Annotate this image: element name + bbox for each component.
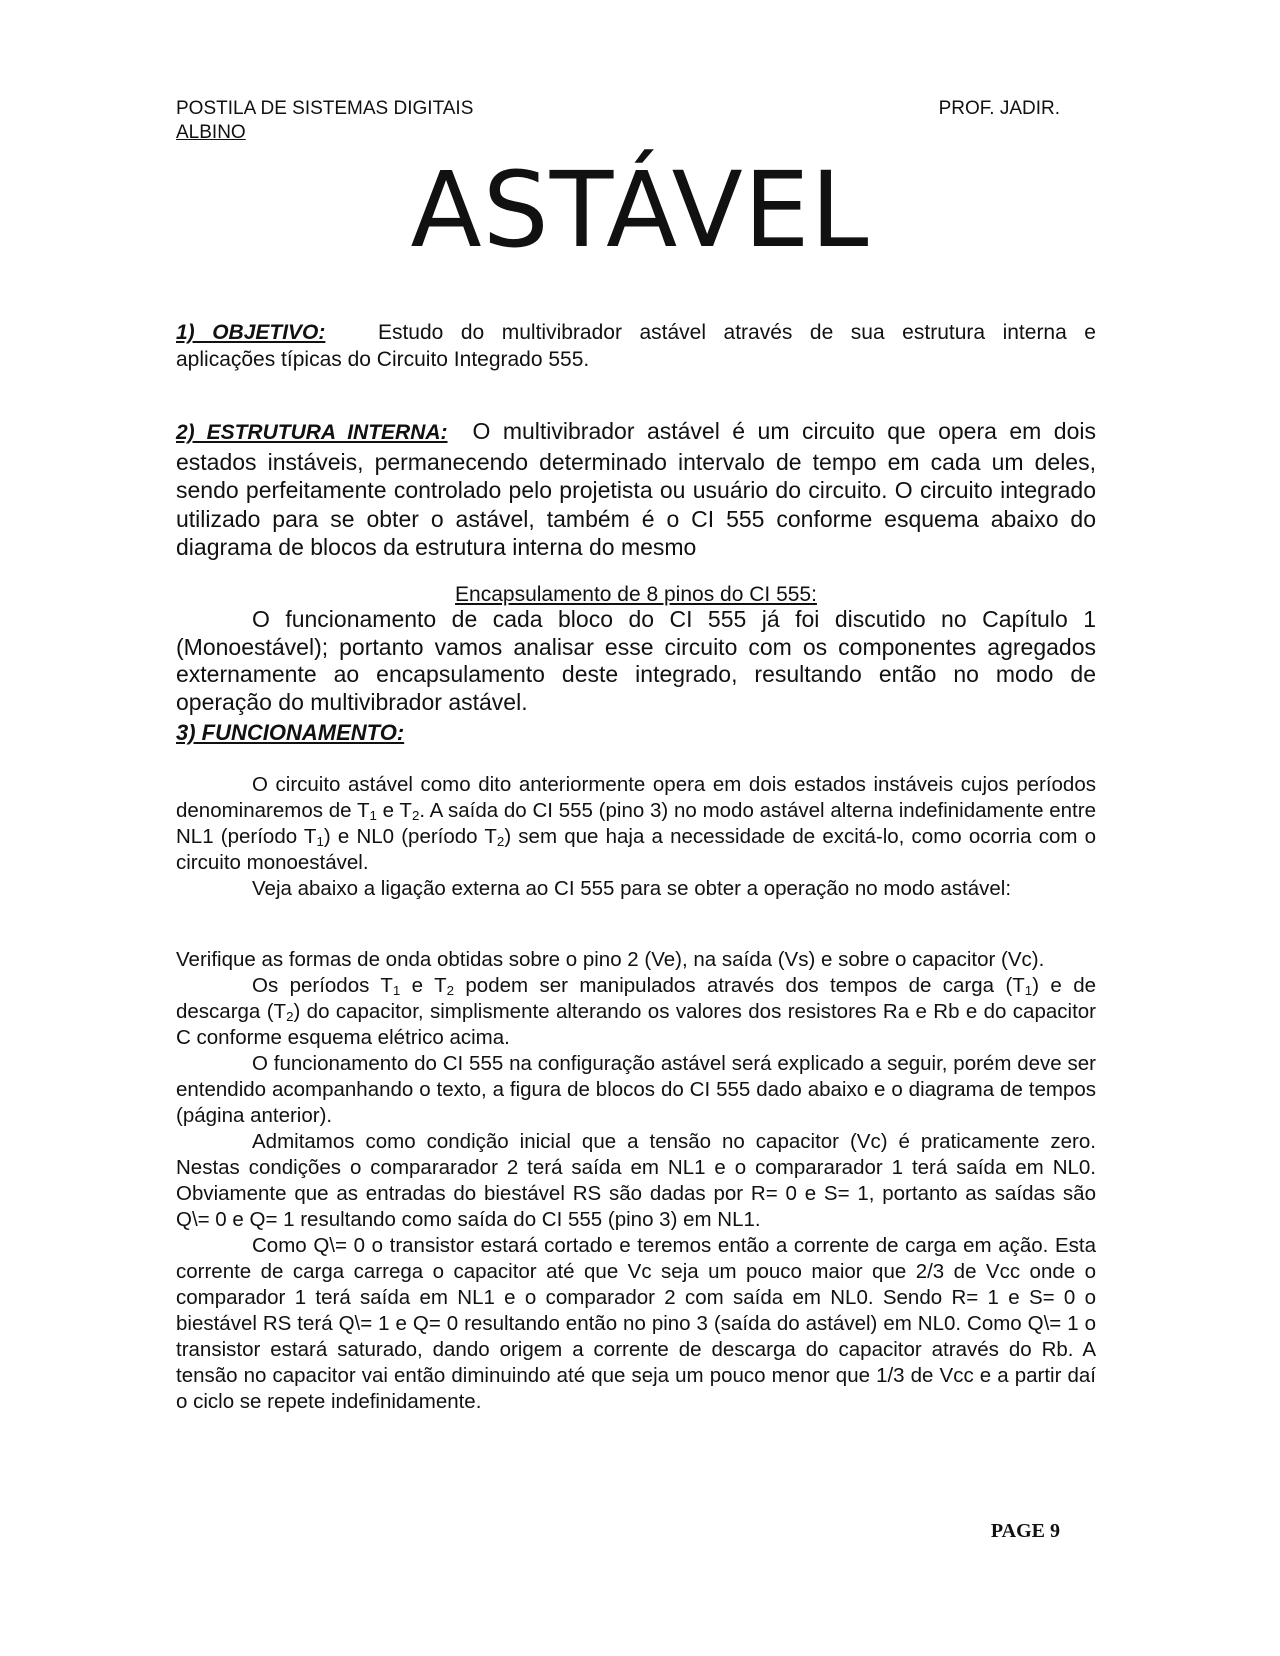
header-second-line: ALBINO bbox=[176, 122, 246, 143]
section-heading-funcionamento: 3) FUNCIONAMENTO: bbox=[176, 720, 405, 745]
section-heading-objetivo: 1) OBJETIVO: bbox=[176, 321, 326, 344]
objetivo-text-line1: Estudo do multivibrador astável através de sua estrutura interna e bbox=[377, 321, 1096, 344]
funcionamento-paragraph-2: Veja abaixo a ligação externa ao CI 555 para se obter a operação no modo astável: bbox=[252, 877, 1012, 900]
section-heading-estrutura: 2) ESTRUTURA INTERNA: bbox=[176, 421, 448, 444]
blocos-text: O funcionamento de cada bloco do CI 555 já foi discutido no Capítulo 1 (Monoestável); portanto vamos analisar esse circuito com os componentes agregados externamente ao encapsulamento deste integrado, resultando então no modo de operação do multivibrador astável. bbox=[176, 606, 1096, 715]
caption-text: Encapsulamento de 8 pinos do CI 555: bbox=[455, 583, 817, 606]
funcionamento-paragraph-7: Como Q\= 0 o transistor estará cortado e teremos então a corrente de carga em ação. Esta corrente de carga carrega o capacitor até que Vc seja um pouco maior que 2/3 de Vcc onde o comparador 1 terá saída em NL1 e o comparador 2 com saída em NL0. Sendo R= 1 e S= 0 o biestável RS terá Q\= 1 e Q= 0 resultando então no pino 3 (saída do astável) em NL0. Como Q\= 1 o transistor estará saturado, dando origem a corrente de descarga do capacitor através do Rb. A tensão no capacitor vai então diminuindo até que seja um pouco menor que 1/3 de Vcc e a partir daí o ciclo se repete indefinidamente. bbox=[176, 1234, 1096, 1413]
section-objetivo bbox=[176, 319, 1096, 373]
funcionamento-paragraph-1: O circuito astável como dito anteriormente opera em dois estados instáveis cujos períodos denominaremos de $T_1$ e $T_2$. A saída do CI 555 (pino 3) no modo astável alterna indefinidamente entre NL1 (período $T_1$) e NL0 (período $T_2$) sem que haja a necessidade de excitá-lo, como ocorria com o circuito monoestável. bbox=[176, 773, 1096, 874]
section-funcionamento-part1 bbox=[176, 772, 1096, 902]
funcionamento-paragraph-4: Os períodos $T_1$ e $T_2$ podem ser manipulados através dos tempos de carga $(T_1)$ e de descarga $(T_2)$ do capacitor, simplismente alterando os valores dos resistores Ra e Rb e do capacitor C conforme esquema elétrico acima. bbox=[176, 974, 1096, 1049]
funcionamento-paragraph-5: O funcionamento do CI 555 na configuração astável será explicado a seguir, porém deve ser entendido acompanhando o texto, a figura de blocos do CI 555 dado abaixo e o diagrama de tempos (página anterior). bbox=[176, 1052, 1096, 1127]
header-right: PROF. JADIR. bbox=[938, 98, 1060, 119]
estrutura-text: O multivibrador astável é um circuito que opera em dois estados instáveis, permanecendo determinado intervalo de tempo em cada um deles, sendo perfeitamente controlado pelo projetista ou usuário do circuito. O circuito integrado utilizado para se obter o astável, também é o CI 555 conforme esquema abaixo do diagrama de blocos da estrutura interna do mesmo bbox=[176, 418, 1096, 560]
section-estrutura-interna bbox=[176, 417, 1096, 562]
funcionamento-paragraph-6: Admitamos como condição inicial que a tensão no capacitor (Vc) é praticamente zero. Nestas condições o compararador 2 terá saída em NL1 e o compararador 1 terá saída em NL0. Obviamente que as entradas do biestável RS são dadas por R= 0 e S= 1, portanto as saídas são Q\= 0 e Q= 1 resultando como saída do CI 555 (pino 3) em NL1. bbox=[176, 1130, 1096, 1231]
page-number: PAGE 9 bbox=[990, 1520, 1060, 1542]
figure-caption bbox=[176, 582, 1096, 608]
objetivo-text-line2: aplicações típicas do Circuito Integrado 555. bbox=[176, 348, 590, 371]
page-header bbox=[176, 97, 1060, 121]
header-left: POSTILA DE SISTEMAS DIGITAIS bbox=[176, 98, 474, 119]
funcionamento-paragraph-3: Verifique as formas de onda obtidas sobre o pino 2 (Ve), na saída (Vs) e sobre o capacitor (Vc). bbox=[176, 948, 1045, 971]
paragraph-blocos bbox=[176, 606, 1096, 716]
page-title: ASTÁVEL bbox=[410, 149, 870, 271]
section-funcionamento-part2 bbox=[176, 947, 1096, 1415]
